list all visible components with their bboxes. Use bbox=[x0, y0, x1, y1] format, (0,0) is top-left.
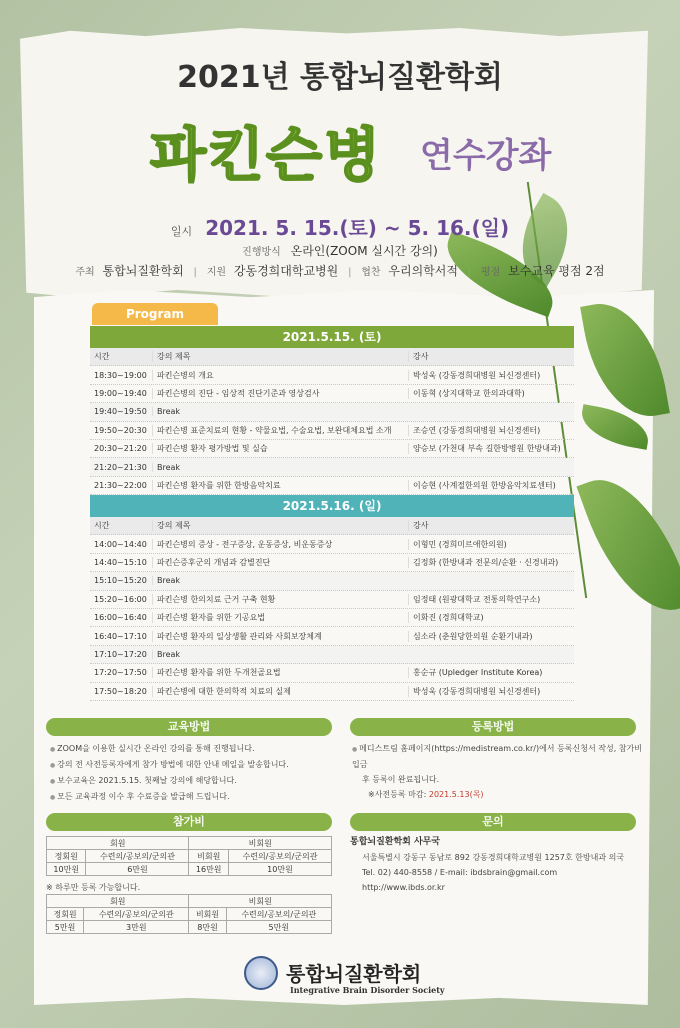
fee-value: 10만원 bbox=[228, 863, 331, 876]
separator: | bbox=[193, 267, 197, 278]
fee-member-header: 회원 bbox=[47, 837, 189, 850]
cell-lecturer: 이동혁 (상지대학교 한의과대학) bbox=[408, 388, 574, 399]
table-header-row bbox=[90, 517, 574, 535]
cell-time: 15:20~16:00 bbox=[94, 594, 147, 604]
table-row bbox=[90, 458, 574, 476]
coop-value: 우리의학서적 bbox=[388, 264, 458, 278]
fee-col: 수련의/공보의/군의관 bbox=[226, 908, 331, 921]
col-time: 시간 bbox=[94, 521, 110, 531]
deadline-label: ※사전등록 마감: bbox=[368, 790, 427, 799]
cell-lecturer: 조승연 (강동경희대병원 뇌신경센터) bbox=[408, 425, 574, 436]
cell-title: 파킨슨병에 대한 한의학적 치료의 실제 bbox=[152, 686, 408, 697]
fees-table-oneday bbox=[46, 894, 332, 934]
cell-time: 19:00~19:40 bbox=[94, 388, 147, 398]
col-lecturer: 강사 bbox=[408, 520, 574, 531]
title-main: 파킨슨병 bbox=[150, 121, 383, 189]
info-date bbox=[0, 212, 680, 241]
cell-lecturer: 박성욱 (강동경희대병원 뇌신경센터) bbox=[408, 686, 574, 697]
fee-value: 3만원 bbox=[84, 921, 189, 934]
cell-title: 파킨슨병 표준치료의 현황 - 약물요법, 수술요법, 보완대체요법 소개 bbox=[152, 425, 408, 436]
table-row bbox=[90, 535, 574, 553]
cell-lecturer: 이화진 (경희대학교) bbox=[408, 612, 574, 623]
cell-time: 21:20~21:30 bbox=[94, 462, 147, 472]
table-row bbox=[90, 572, 574, 590]
education-list bbox=[50, 741, 340, 805]
host-value: 통합뇌질환학회 bbox=[102, 264, 184, 278]
fee-col: 정회원 bbox=[47, 908, 84, 921]
table-row bbox=[90, 440, 574, 458]
registration-info bbox=[352, 741, 642, 802]
points-value: 보수교육 평점 2점 bbox=[508, 264, 605, 278]
mode-value: 온라인(ZOOM 실시간 강의) bbox=[290, 244, 438, 258]
fee-value: 6만원 bbox=[86, 863, 189, 876]
cell-time: 14:40~15:10 bbox=[94, 557, 147, 567]
cell-title: Break bbox=[152, 650, 408, 659]
cell-title: 파킨슨병 환자 평가방법 및 실습 bbox=[152, 443, 408, 454]
day1-header: 2021.5.15. (토) bbox=[90, 326, 574, 348]
fee-col: 수련의/공보의/군의관 bbox=[84, 908, 189, 921]
contact-org: 통합뇌질환학회 사무국 bbox=[350, 837, 441, 847]
cell-title: 파킨슨병 환자를 위한 기공요법 bbox=[152, 612, 408, 623]
table-row bbox=[90, 403, 574, 421]
fees-title: 참가비 bbox=[46, 813, 332, 831]
date-label: 일시 bbox=[170, 225, 193, 238]
list-item: ● 강의 전 사전등록자에게 참가 방법에 대한 안내 메일을 발송합니다. bbox=[50, 757, 340, 773]
table-row bbox=[90, 683, 574, 701]
info-mode bbox=[0, 242, 680, 259]
registration-title: 등록방법 bbox=[350, 718, 636, 736]
coop-label: 협찬 bbox=[361, 267, 381, 278]
registration-line2: 후 등록이 완료됩니다. bbox=[362, 775, 440, 784]
program-tab: Program bbox=[92, 303, 218, 325]
fee-value: 10만원 bbox=[47, 863, 86, 876]
schedule-day1 bbox=[90, 326, 574, 495]
education-title: 교육방법 bbox=[46, 718, 332, 736]
cell-time: 20:30~21:20 bbox=[94, 444, 147, 454]
header-line1: 2021년 통합뇌질환학회 bbox=[177, 60, 503, 95]
fee-value: 5만원 bbox=[47, 921, 84, 934]
fee-value: 8만원 bbox=[189, 921, 226, 934]
cell-time: 19:50~20:30 bbox=[94, 425, 147, 435]
host-label: 주최 bbox=[75, 267, 95, 278]
contact-title: 문의 bbox=[350, 813, 636, 831]
title-sub: 연수강좌 bbox=[420, 136, 552, 176]
cell-title: Break bbox=[152, 576, 408, 585]
date-value: 2021. 5. 15.(토) ~ 5. 16.(일) bbox=[205, 216, 510, 240]
cell-title: 파킨슨병 환자의 일상생활 관리와 사회보장체계 bbox=[152, 631, 408, 642]
col-time: 시간 bbox=[94, 352, 110, 362]
fee-member-header: 회원 bbox=[47, 895, 189, 908]
cell-time: 15:10~15:20 bbox=[94, 576, 147, 586]
cell-lecturer: 임정태 (원광대학교 전통의학연구소) bbox=[408, 594, 574, 605]
cell-lecturer: 홍순규 (Upledger Institute Korea) bbox=[408, 667, 574, 678]
cell-time: 21:30~22:00 bbox=[94, 480, 147, 490]
table-header-row bbox=[90, 348, 574, 366]
table-row bbox=[90, 477, 574, 495]
contact-info bbox=[350, 835, 650, 895]
cell-title: 파킨슨병 환자를 위한 두개천골요법 bbox=[152, 667, 408, 678]
fee-col: 정회원 bbox=[47, 850, 86, 863]
fee-col: 수련의/공보의/군의관 bbox=[86, 850, 189, 863]
table-row bbox=[90, 627, 574, 645]
cell-time: 18:30~19:00 bbox=[94, 370, 147, 380]
fees-table-full bbox=[46, 836, 332, 876]
cell-lecturer: 심소라 (춘원당한의원 순환기내과) bbox=[408, 631, 574, 642]
fee-value: 5만원 bbox=[226, 921, 331, 934]
cell-title: 파킨슨증후군의 개념과 감별진단 bbox=[152, 557, 408, 568]
schedule-day2 bbox=[90, 495, 574, 701]
cell-lecturer: 양승보 (가천대 부속 길한방병원 한방내과) bbox=[408, 443, 574, 454]
cell-time: 16:40~17:10 bbox=[94, 631, 147, 641]
day2-header: 2021.5.16. (일) bbox=[90, 495, 574, 517]
cell-title: 파킨슨병의 진단 - 임상적 진단기준과 영상검사 bbox=[152, 388, 408, 399]
cell-time: 16:00~16:40 bbox=[94, 613, 147, 623]
fee-value: 16만원 bbox=[189, 863, 228, 876]
cell-title: 파킨슨병의 증상 - 전구증상, 운동증상, 비운동증상 bbox=[152, 539, 408, 550]
cell-lecturer: 박성욱 (강동경희대병원 뇌신경센터) bbox=[408, 370, 574, 381]
list-item: ● 모든 교육과정 이수 후 수료증을 발급해 드립니다. bbox=[50, 789, 340, 805]
society-logo-icon bbox=[244, 956, 278, 990]
table-row bbox=[90, 609, 574, 627]
col-title: 강의 제목 bbox=[152, 351, 408, 362]
registration-line1: ● 메디스트림 홈페이지(https://medistream.co.kr/)에서 등록신청서 작성, 참가비 입금 bbox=[352, 741, 642, 772]
col-title: 강의 제목 bbox=[152, 520, 408, 531]
separator: | bbox=[348, 267, 352, 278]
points-label: 평점 bbox=[481, 267, 501, 278]
table-row bbox=[90, 422, 574, 440]
table-row bbox=[90, 385, 574, 403]
cell-lecturer: 김정화 (한방내과 전문의/순환 · 신경내과) bbox=[408, 557, 574, 568]
table-row bbox=[90, 646, 574, 664]
cell-title: 파킨슨병 한의치료 근거 구축 현황 bbox=[152, 594, 408, 605]
cell-time: 17:20~17:50 bbox=[94, 668, 147, 678]
table-row bbox=[90, 554, 574, 572]
contact-web: http://www.ibds.or.kr bbox=[362, 883, 445, 892]
support-value: 강동경희대학교병원 bbox=[233, 264, 339, 278]
info-org bbox=[0, 262, 680, 279]
cell-title: 파킨슨병의 개요 bbox=[152, 370, 408, 381]
cell-title: Break bbox=[152, 407, 408, 416]
list-item: ● ZOOM을 이용한 실시간 온라인 강의를 통해 진행됩니다. bbox=[50, 741, 340, 757]
table-row bbox=[90, 591, 574, 609]
fee-col: 수련의/공보의/군의관 bbox=[228, 850, 331, 863]
cell-title: 파킨슨병 환자를 위한 한방음악치료 bbox=[152, 480, 408, 491]
contact-tel: Tel. 02) 440-8558 / E-mail: ibdsbrain@gmail.com bbox=[362, 868, 558, 877]
cell-time: 17:50~18:20 bbox=[94, 686, 147, 696]
contact-address: 서울특별시 강동구 동남로 892 강동경희대학교병원 1257호 한방내과 의국 bbox=[362, 853, 625, 862]
cell-time: 14:00~14:40 bbox=[94, 539, 147, 549]
fee-col: 비회원 bbox=[189, 908, 226, 921]
registration-deadline bbox=[352, 787, 642, 802]
support-label: 지원 bbox=[206, 267, 227, 278]
cell-time: 17:10~17:20 bbox=[94, 649, 147, 659]
mode-label: 진행방식 bbox=[242, 247, 281, 258]
cell-time: 19:40~19:50 bbox=[94, 407, 147, 417]
cell-title: Break bbox=[152, 463, 408, 472]
col-lecturer: 강사 bbox=[408, 351, 574, 362]
list-item: ● 보수교육은 2021.5.15. 첫째날 강의에 해당합니다. bbox=[50, 773, 340, 789]
fee-nonmember-header: 비회원 bbox=[189, 837, 332, 850]
table-row bbox=[90, 366, 574, 384]
cell-lecturer: 이승현 (사계절한의원 한방음악치료센터) bbox=[408, 480, 574, 491]
logo-korean: 통합뇌질환학회 bbox=[286, 962, 422, 986]
fee-col: 비회원 bbox=[189, 850, 228, 863]
fee-note: ※ 하루만 등록 가능합니다. bbox=[46, 883, 141, 892]
cell-lecturer: 이형민 (경희미르애한의원) bbox=[408, 539, 574, 550]
separator: | bbox=[467, 267, 472, 278]
deadline-value: 2021.5.13(목) bbox=[428, 790, 484, 799]
fee-nonmember-header: 비회원 bbox=[189, 895, 332, 908]
logo-english: Integrative Brain Disorder Society bbox=[290, 985, 445, 995]
table-row bbox=[90, 664, 574, 682]
